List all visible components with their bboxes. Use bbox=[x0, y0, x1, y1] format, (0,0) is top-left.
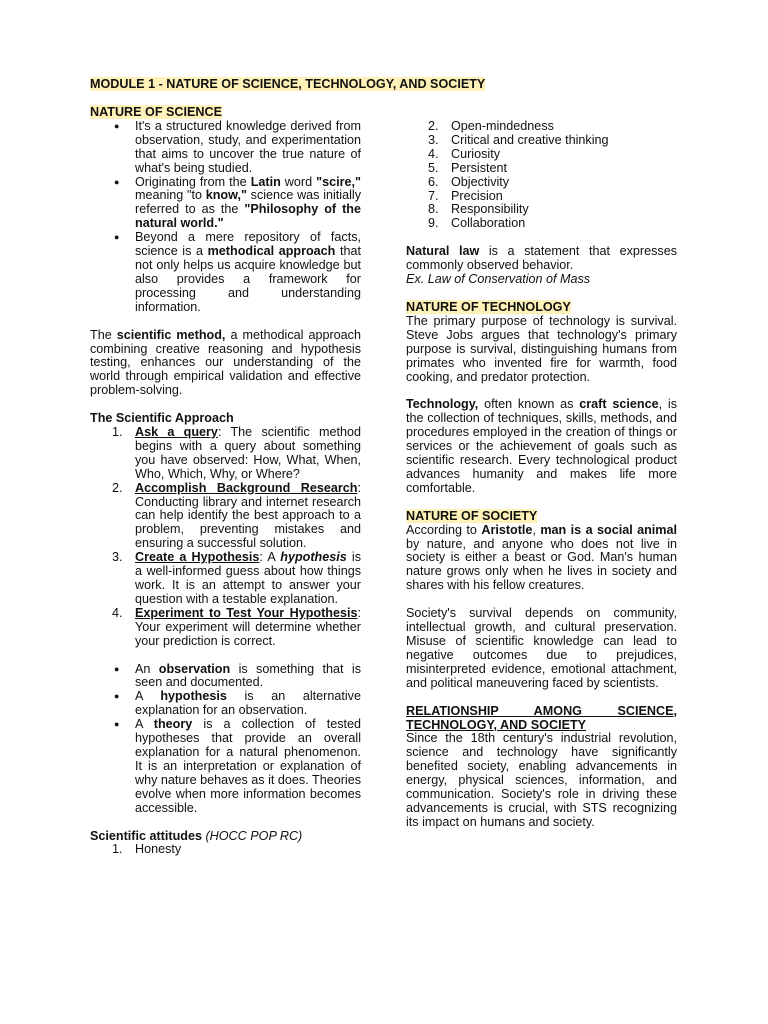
natural-law-paragraph: Natural law is a statement that expresses commonly observed behavior. bbox=[406, 244, 677, 273]
list-item: ● A hypothesis is an alternative explanation for an observation. bbox=[90, 690, 361, 718]
section-heading-technology: NATURE OF TECHNOLOGY bbox=[406, 299, 571, 314]
section-heading-society: NATURE OF SOCIETY bbox=[406, 508, 538, 523]
list-item: 3. Create a Hypothesis: A hypothesis is a well-informed guess about how things work. It is an attempt to answer your question with a testable explanation. bbox=[112, 550, 362, 606]
list-item: 1. Honesty bbox=[112, 842, 182, 857]
attitudes-list-rest bbox=[406, 120, 677, 231]
page-title: MODULE 1 - NATURE OF SCIENCE, TECHNOLOGY, AND SOCIETY bbox=[90, 77, 486, 91]
right-column bbox=[406, 120, 677, 830]
list-item: 8. Responsibility bbox=[428, 202, 529, 217]
technology-paragraph-1: The primary purpose of technology is survival. Steve Jobs argues that technology's primary purpose is survival, distinguishing humans from primates who invented fire for warmth, food cooking, and predator protection. bbox=[406, 313, 677, 384]
list-item: 7. Precision bbox=[428, 188, 503, 203]
society-paragraph-2: Society's survival depends on community, intellectual growth, and cultural preservation. Misuse of scientific knowledge can lead to negative outcomes due to prejudices, misinterpreted evidence, emotional attachment, and political maneuvering faced by scientists. bbox=[406, 606, 677, 690]
attitudes-list-first bbox=[90, 843, 361, 857]
list-item: 4. Curiosity bbox=[428, 146, 500, 161]
approach-steps bbox=[90, 426, 361, 649]
list-item: ● Originating from the Latin word "scire," meaning "to know," science was initially referred to as the "Philosophy of the natural world." bbox=[90, 176, 361, 232]
science-bullets bbox=[90, 120, 361, 315]
list-item: 3. Critical and creative thinking bbox=[428, 132, 609, 147]
definition-bullets bbox=[90, 663, 361, 816]
list-item: 2. Accomplish Background Research: Conducting library and internet research can help identify the best approach to a problem, preventing mistakes and ensuring a successful solution. bbox=[112, 480, 361, 551]
approach-heading: The Scientific Approach bbox=[90, 411, 234, 426]
list-item: 6. Objectivity bbox=[428, 174, 510, 189]
section-heading-science: NATURE OF SCIENCE bbox=[90, 105, 223, 119]
attitudes-heading: Scientific attitudes (HOCC POP RC) bbox=[90, 828, 303, 843]
technology-paragraph-2: Technology, often known as craft science, is the collection of techniques, skills, methods, and procedures employed in the creation of things or services or the achievement of goals such as scientific research. Every technological product advances humanity and makes life more comfortable. bbox=[406, 397, 677, 495]
list-item: ● A theory is a collection of tested hypotheses that provide an overall explanation for a natural phenomenon. It is an interpretation or explanation of why nature behaves as it does. Theories evolve when more information becomes accessible. bbox=[90, 718, 361, 815]
list-item: ● It's a structured knowledge derived from observation, study, and experimentation that aims to uncover the true nature of what's being studied. bbox=[90, 120, 361, 176]
scientific-method-paragraph: The scientific method, a methodical approach combining creative reasoning and hypothesis testing, enhances our understanding of the world through empirical validation and effective problem-solving. bbox=[90, 327, 361, 398]
left-column bbox=[90, 106, 361, 857]
list-item: ● An observation is something that is seen and documented. bbox=[90, 663, 361, 691]
list-item: 5. Persistent bbox=[428, 160, 507, 175]
list-item: 9. Collaboration bbox=[428, 216, 526, 231]
list-item: 1. Ask a query: The scientific method begins with a query about something you have observed: How, What, When, Who, Which, Why, or Where? bbox=[112, 425, 361, 481]
list-item: 2. Open-mindedness bbox=[428, 119, 554, 133]
list-item: ● Beyond a mere repository of facts, science is a methodical approach that not only helps us acquire knowledge but also provides a framework for processing and understanding information. bbox=[90, 231, 361, 314]
relationship-paragraph: Since the 18th century's industrial revolution, science and technology have significantly benefited society, enabling advancements in energy, physical sciences, information, and communication. Society's role in driving these advancements is crucial, with STS recognizing its impact on humans and society. bbox=[406, 731, 677, 829]
society-paragraph-1: According to Aristotle, man is a social animal by nature, and anyone who does not live in society is either a beast or God. Man's human nature grows only when he lives in society and shares with his fellow creatures. bbox=[406, 522, 678, 593]
list-item: 4. Experiment to Test Your Hypothesis: Your experiment will determine whether your prediction is correct. bbox=[112, 605, 361, 648]
natural-law-example: Ex. Law of Conservation of Mass bbox=[406, 272, 591, 287]
section-heading-relationship: RELATIONSHIP AMONG SCIENCE, TECHNOLOGY, AND SOCIETY bbox=[406, 703, 677, 732]
